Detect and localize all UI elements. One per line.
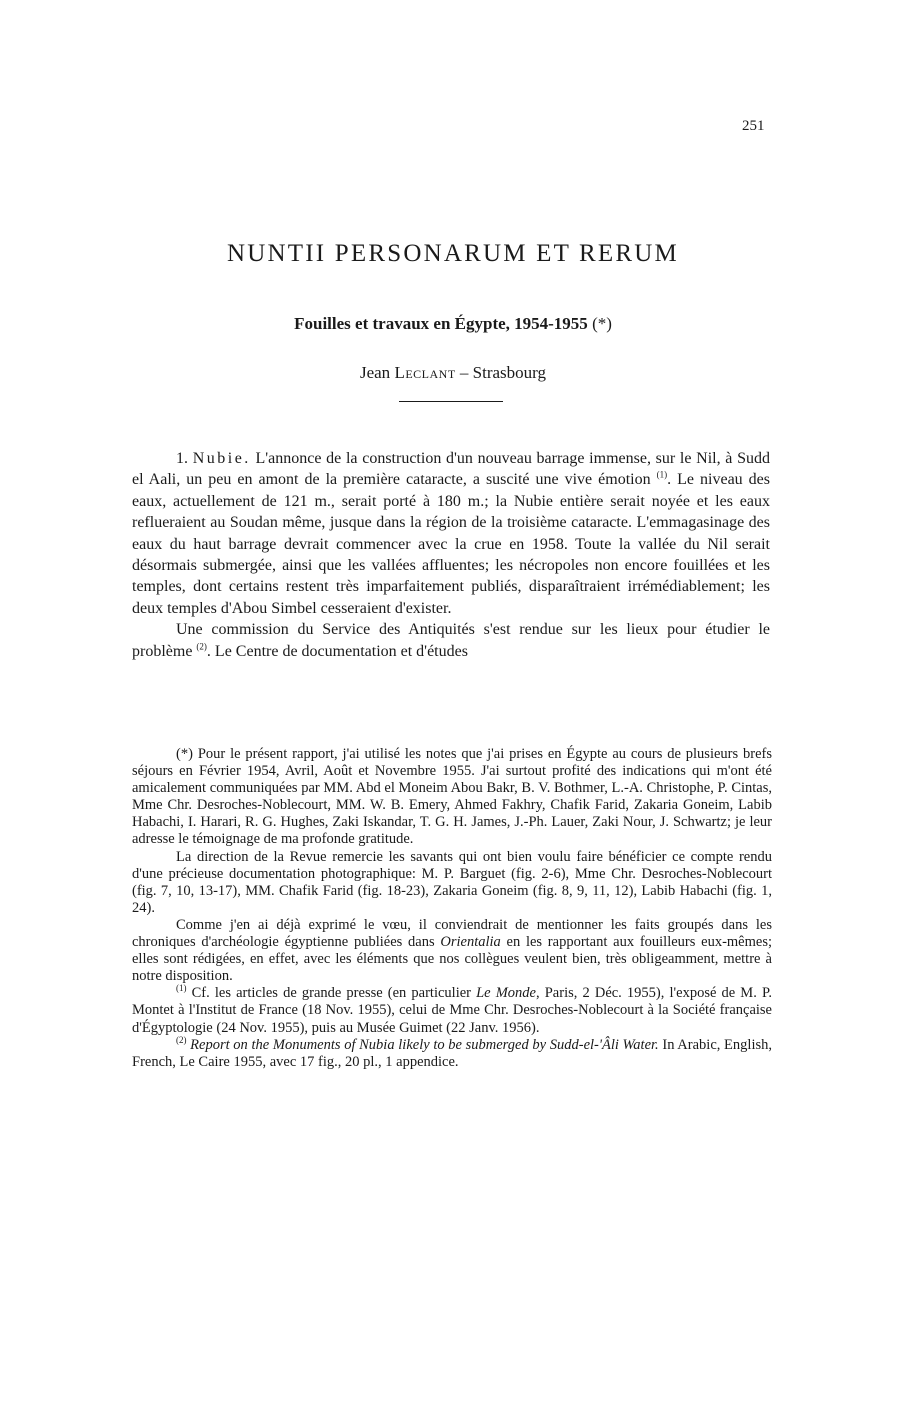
footnote-2-mark: (2)	[176, 1034, 187, 1045]
footnote-1	[132, 985, 772, 1036]
footnote-star	[132, 746, 772, 849]
section-number: 1.	[176, 450, 188, 467]
footnote-star-p2: La direction de la Revue remercie les savants qui ont bien voulu faire bénéficier ce compte rendu d'une précieuse documentation photographique: M. P. Barguet (fig. 2-6), Mme Chr. Desroches-Noblecourt (fig. 7, 10, 13-17), MM. Chafik Farid (fig. 18-23), Zakaria Goneim (fig. 8, 9, 11, 12), Labib Habachi (fig. 1, 24).	[132, 848, 772, 916]
footnote-2-text: In Arabic, English, French, Le Caire 1955, avec 17 fig., 20 pl., 1 appendice.	[132, 1036, 772, 1070]
article-title-text: Fouilles et travaux en Égypte, 1954-1955	[294, 314, 588, 333]
journal-orientalia: Orientalia	[440, 934, 501, 951]
p2-continued: . Le Centre de documentation et d'études	[206, 642, 468, 660]
footnote-1-text-b: , Paris, 2 Déc. 1955), l'exposé de M. P. Montet à l'Institut de France (18 Nov. 1955), celui de Mme Chr. Desroches-Noblecourt à la Société française d'Égyptologie (24 Nov. 1955), puis au Musée Guimet (22 Janv. 1956).	[132, 985, 773, 1036]
author-first-name: Jean	[359, 363, 391, 382]
footnote-star-p3-b: en les rapportant aux fouilleurs eux-mêmes; elles sont rédigées, en effet, avec les éléments que nos collègues veulent bien, très obligeamment, mettre à notre disposition.	[132, 934, 772, 985]
article-title-note: (*)	[592, 314, 612, 333]
p1-text: L'annonce de la construction d'un nouveau barrage immense, sur le Nil, à Sudd el Aali, un peu en amont de la première cataracte, a suscité une vive émotion	[132, 450, 771, 489]
journal-section-title: NUNTII PERSONARUM ET RERUM	[227, 240, 679, 267]
footnote-1-text-a: Cf. les articles de grande presse (en particulier	[191, 985, 471, 1002]
footnote-2	[132, 1034, 772, 1071]
author-line	[0, 363, 906, 383]
body-text	[132, 448, 770, 662]
footnotes	[132, 746, 772, 1071]
body-paragraph-2	[132, 619, 770, 662]
section-title: Nubie.	[192, 450, 251, 467]
footnote-star-text: Pour le présent rapport, j'ai utilisé les notes que j'ai prises en Égypte au cours de plusieurs brefs séjours en Février 1954, Avril, Août et Novembre 1955. J'ai surtout profité des indications qui m'ont été amicalement communiquées par MM. Abd el Moneim Abou Bakr, B. V. Bothmer, L.-A. Christophe, P. Cintas, Mme Chr. Desroches-Noblecourt, MM. W. B. Emery, Ahmed Fakhry, Chafik Farid, Zakaria Goneim, Labib Habachi, I. Harari, R. G. Hughes, Zaki Iskandar, T. G. H. James, J.-Ph. Lauer, Zaki Nour, J. Schwartz; je leur adresse le témoignage de ma profonde gratitude.	[132, 746, 772, 848]
p2-text: Une commission du Service des Antiquités s'est rendue sur les lieux pour étudier le problème	[132, 621, 770, 660]
footnote-ref-1: (1)	[656, 470, 668, 481]
footnote-star-p3	[132, 917, 772, 985]
author-last-name: Leclant	[394, 363, 456, 382]
footnote-ref-2: (2)	[196, 641, 207, 652]
newspaper-title: Le Monde	[476, 985, 536, 1002]
footnote-star-mark: (*)	[176, 746, 193, 762]
page-number: 251	[742, 118, 765, 134]
title-rule	[399, 401, 503, 402]
report-title: Report on the Monuments of Nubia likely to be submerged by Sudd-el-'Âli Water.	[190, 1036, 659, 1053]
author-place: Strasbourg	[472, 363, 547, 382]
p1-continued: . Le niveau des eaux, actuellement de 121 m., serait porté à 180 m.; la Nubie entière serait noyée et les eaux reflueraient au Soudan même, jusque dans la région de la troisième cataracte. L'emmagasinage des eaux du haut barrage devrait commencer avec la crue en 1958. Toute la vallée du Nil serait désormais submergée, ainsi que les vallées affluentes; les nécropoles non encore fouillées et les temples, dont certains restent très imparfaitement publiés, disparaîtraient irrémédiablement; les deux temples d'Abou Simbel cesseraient d'exister.	[132, 471, 771, 617]
footnote-1-mark: (1)	[176, 983, 187, 994]
article-title	[0, 314, 906, 334]
footnote-star-p3-a: Comme j'en ai déjà exprimé le vœu, il conviendrait de mentionner les faits groupés dans les chroniques d'archéologie égyptienne publiées dans	[132, 916, 772, 951]
body-paragraph-1	[132, 448, 770, 619]
author-separator: –	[455, 363, 473, 382]
